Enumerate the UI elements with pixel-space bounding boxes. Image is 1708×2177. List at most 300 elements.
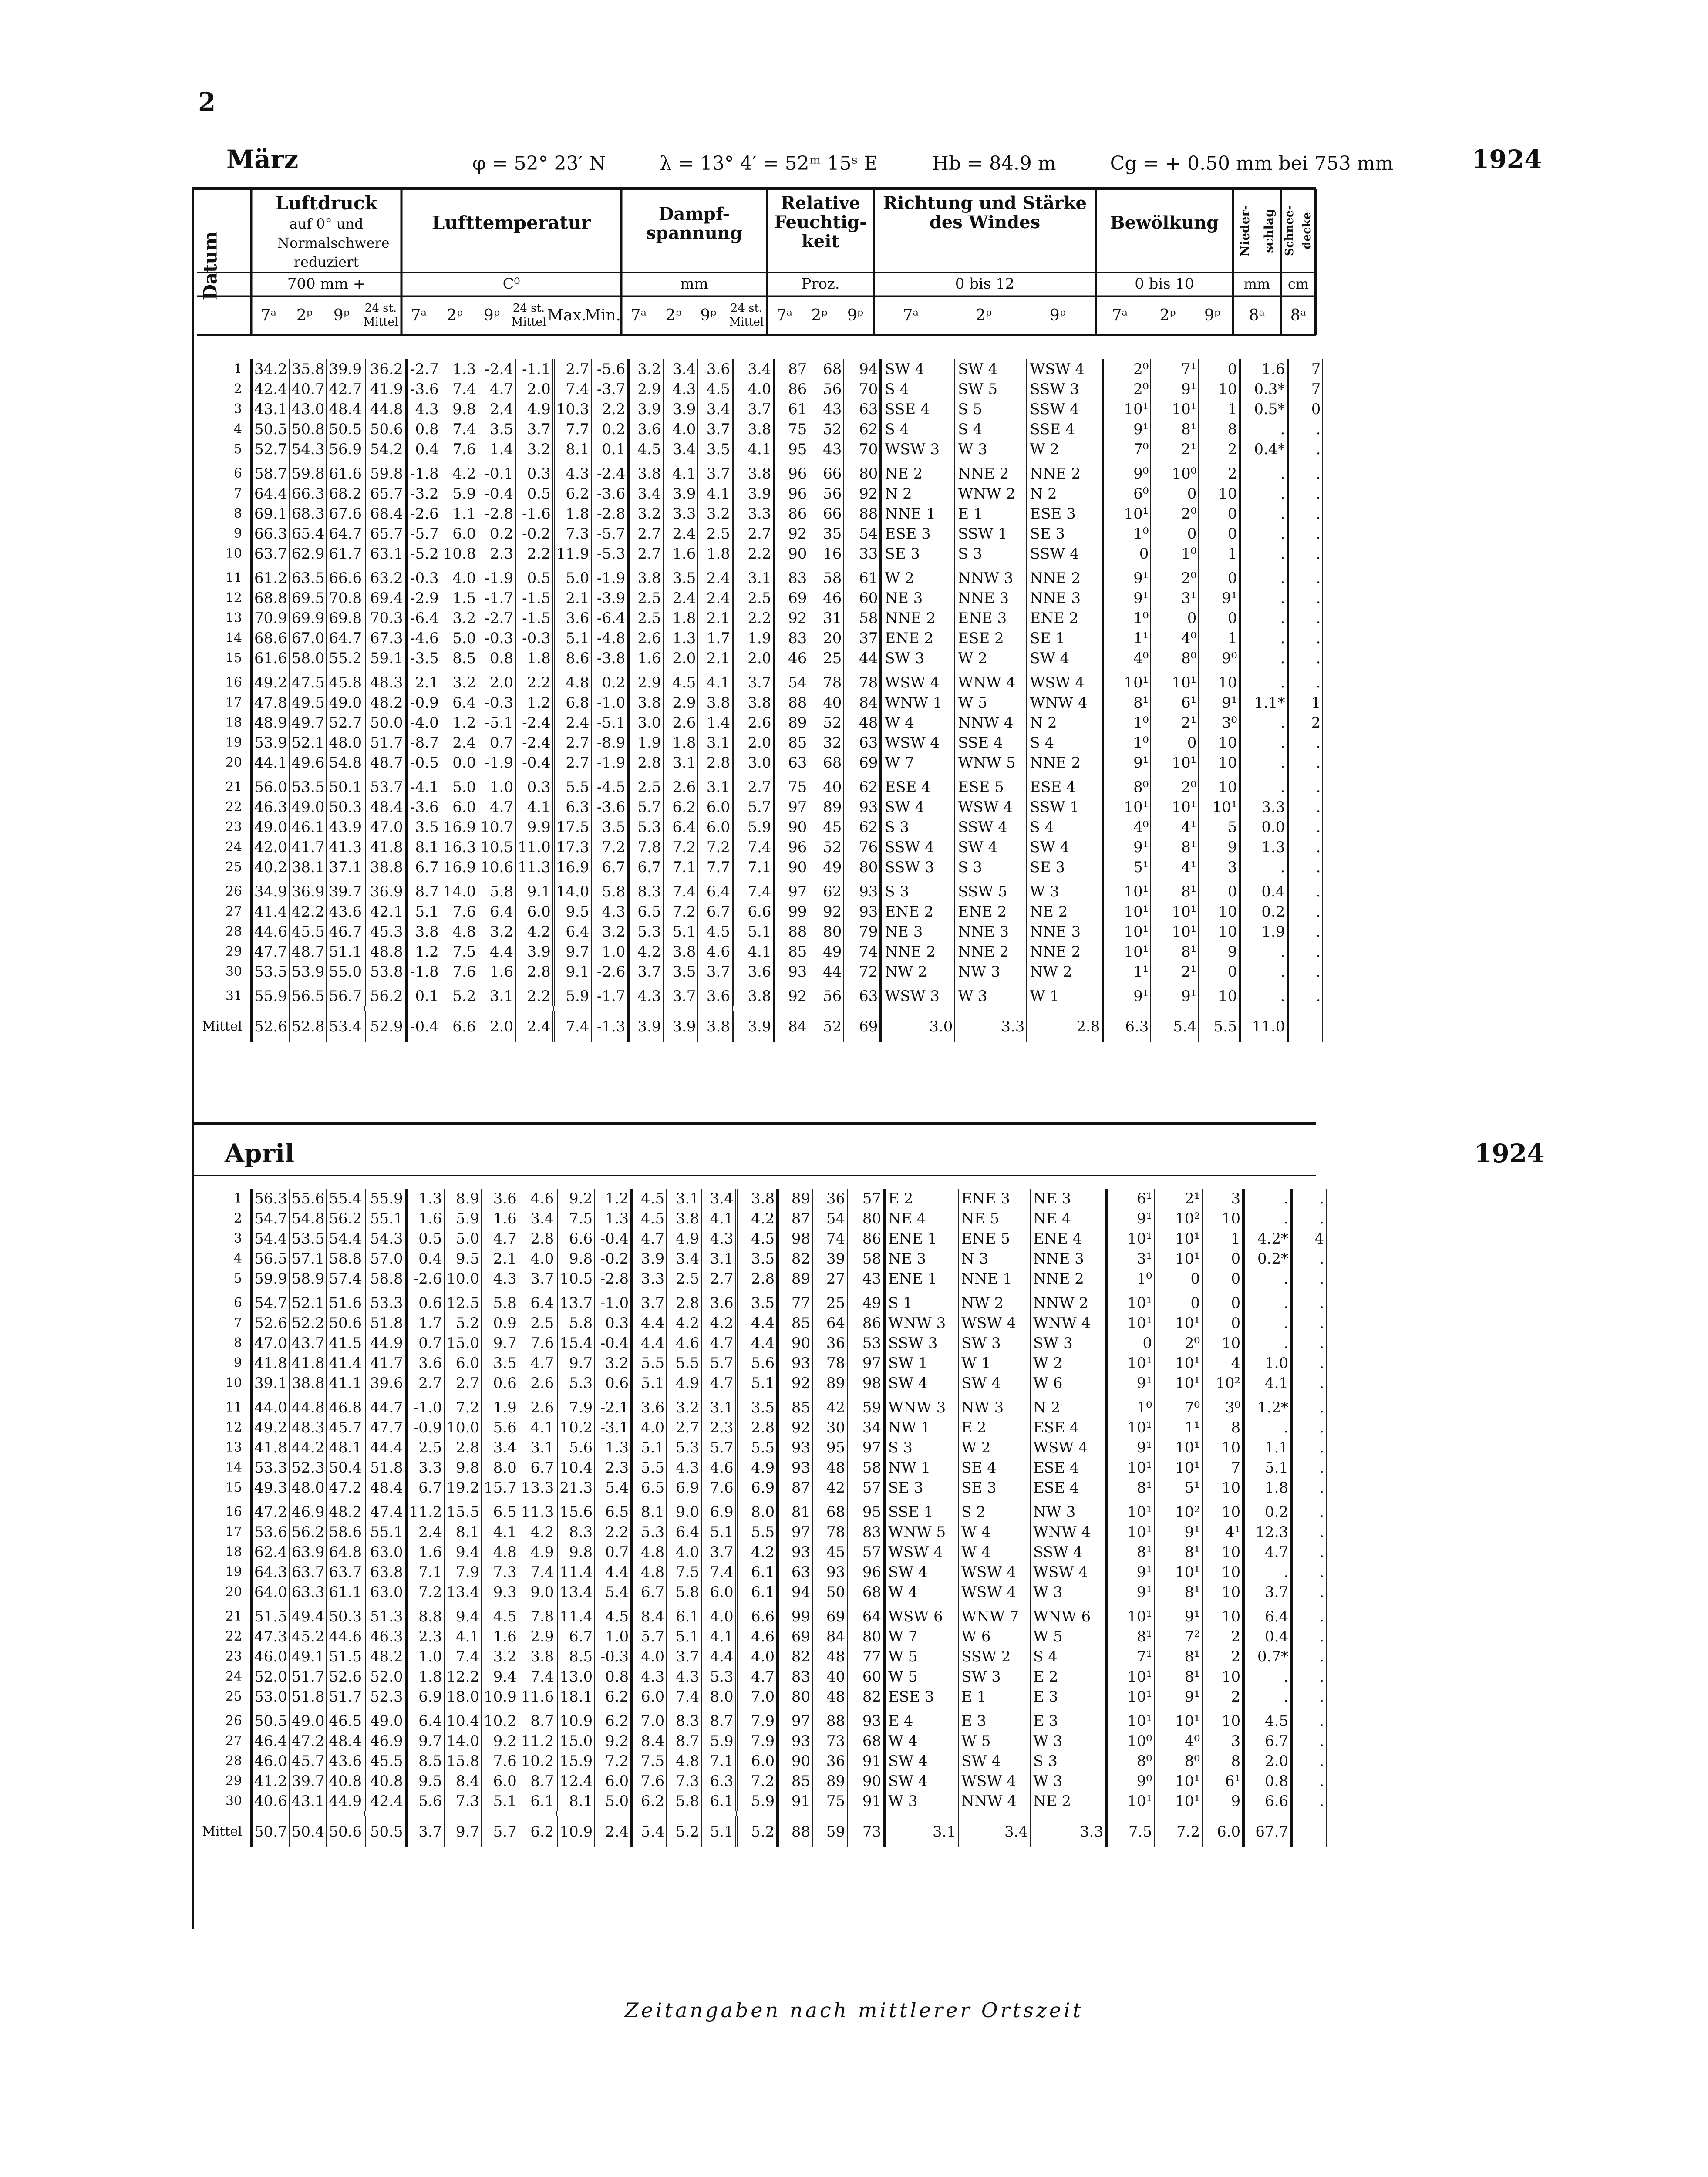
maerz-cell: 6.4: [478, 902, 515, 922]
april-cell: 48.0: [290, 1478, 327, 1498]
april-cell: 18.1: [557, 1687, 595, 1707]
april-cell: SW 3: [958, 1333, 1030, 1353]
april-cell: 54.8: [290, 1209, 327, 1229]
maerz-cell: 83: [774, 568, 809, 588]
april-cell: 36: [812, 1189, 847, 1209]
april-mittel-cell: Mittel: [197, 1816, 251, 1847]
col-label-10: 7ᵃ: [630, 307, 647, 324]
april-cell: 7.8: [519, 1607, 557, 1627]
maerz-cell: 54: [844, 524, 881, 544]
april-cell: 6.7: [1243, 1731, 1291, 1751]
maerz-cell: 7.3: [553, 524, 591, 544]
maerz-cell: 9.8: [441, 399, 478, 419]
maerz-cell: 48.2: [365, 693, 406, 713]
april-cell: 82: [778, 1249, 812, 1269]
table-row: [197, 882, 1323, 902]
maerz-cell: 10: [1199, 379, 1240, 399]
maerz-cell: NE 3: [881, 588, 955, 608]
april-cell: 4.5: [595, 1607, 632, 1627]
maerz-cell: 2⁰: [1151, 504, 1199, 524]
maerz-cell: -1.9: [591, 568, 628, 588]
maerz-cell: 8¹: [1151, 942, 1199, 962]
april-cell: 58: [847, 1249, 884, 1269]
april-cell: 4: [197, 1249, 251, 1269]
april-cell: .: [1291, 1189, 1326, 1209]
maerz-cell: 2.9: [663, 693, 698, 713]
maerz-cell: ENE 2: [881, 902, 955, 922]
maerz-cell: -4.6: [406, 628, 441, 648]
maerz-cell: NNE 2: [881, 942, 955, 962]
april-cell: 56.3: [251, 1189, 290, 1209]
maerz-cell: 3.5: [406, 817, 441, 837]
april-cell: 95: [812, 1438, 847, 1458]
maerz-cell: -1.5: [515, 608, 553, 628]
maerz-cell: 1.7: [698, 628, 733, 648]
maerz-cell: 12: [197, 588, 251, 608]
april-cell: 10¹: [1106, 1353, 1154, 1373]
maerz-cell: 43.1: [251, 399, 290, 419]
maerz-cell: 61.6: [327, 464, 364, 484]
maerz-cell: 7.5: [441, 942, 478, 962]
april-cell: 8⁰: [1154, 1751, 1202, 1771]
april-cell: 55.1: [365, 1209, 406, 1229]
table-row: [197, 817, 1323, 837]
maerz-cell: 10: [1199, 753, 1240, 773]
maerz-cell: 10¹: [1151, 399, 1199, 419]
maerz-cell: 75: [774, 419, 809, 439]
maerz-mittel-cell: 6.6: [441, 1011, 478, 1042]
maerz-cell: 59.8: [290, 464, 327, 484]
maerz-cell: ESE 2: [955, 628, 1027, 648]
maerz-cell: 2.7: [628, 544, 663, 564]
maerz-cell: 46.3: [251, 797, 290, 817]
maerz-cell: 4.8: [553, 673, 591, 693]
maerz-cell: -3.6: [591, 797, 628, 817]
april-cell: 5.0: [444, 1229, 482, 1249]
maerz-cell: 63.5: [290, 568, 327, 588]
maerz-cell: SW 4: [1027, 648, 1103, 668]
maerz-cell: 42.4: [251, 379, 290, 399]
april-cell: 93: [778, 1353, 812, 1373]
april-cell: .: [1291, 1502, 1326, 1522]
maerz-cell: SSE 4: [955, 733, 1027, 753]
header-rel: Relative Feuchtig-keit: [774, 193, 867, 252]
april-cell: 81: [778, 1502, 812, 1522]
april-cell: 58.8: [365, 1269, 406, 1289]
april-cell: NW 3: [958, 1398, 1030, 1418]
april-cell: 4.6: [667, 1333, 701, 1353]
maerz-cell: -0.3: [478, 628, 515, 648]
maerz-cell: 4.2: [628, 942, 663, 962]
maerz-cell: W 2: [881, 568, 955, 588]
april-cell: 2.8: [444, 1438, 482, 1458]
maerz-cell: 65.7: [365, 524, 406, 544]
april-cell: WSW 4: [1030, 1438, 1106, 1458]
maerz-cell: 2.6: [628, 628, 663, 648]
maerz-cell: 1⁰: [1103, 733, 1151, 753]
april-cell: 3.8: [736, 1189, 778, 1209]
maerz-cell: 7.6: [441, 439, 478, 459]
april-cell: 4.1: [701, 1627, 736, 1647]
maerz-cell: 2.0: [515, 379, 553, 399]
april-cell: 0.7: [406, 1333, 445, 1353]
maerz-cell: 40: [809, 777, 844, 797]
april-cell: 48: [812, 1647, 847, 1667]
april-cell: 15: [197, 1478, 251, 1498]
april-cell: 68: [847, 1731, 884, 1751]
maerz-cell: 88: [844, 504, 881, 524]
table-row: [197, 1458, 1326, 1478]
maerz-cell: 18: [197, 713, 251, 733]
maerz-cell: 6.2: [663, 797, 698, 817]
maerz-cell: 1.8: [698, 544, 733, 564]
april-mittel-cell: 3.3: [1030, 1816, 1106, 1847]
april-cell: 2.7: [444, 1373, 482, 1393]
april-cell: 4.5: [632, 1189, 667, 1209]
april-cell: 69: [778, 1627, 812, 1647]
maerz-cell: .: [1240, 608, 1288, 628]
maerz-cell: 4.0: [441, 568, 478, 588]
maerz-cell: 5.9: [733, 817, 774, 837]
table-row: [197, 1711, 1326, 1731]
april-cell: 9.8: [557, 1542, 595, 1562]
april-cell: 10²: [1154, 1502, 1202, 1522]
gravity-correction: Cg = + 0.50 mm bei 753 mm: [1110, 152, 1394, 175]
mittel-row: [197, 1011, 1323, 1042]
maerz-cell: 2.4: [663, 524, 698, 544]
maerz-cell: 67.6: [327, 504, 364, 524]
april-cell: 51.8: [290, 1687, 327, 1707]
april-cell: 14.0: [444, 1731, 482, 1751]
april-cell: SSW 2: [958, 1647, 1030, 1667]
april-cell: 6.0: [736, 1751, 778, 1771]
maerz-cell: 10¹: [1103, 922, 1151, 942]
maerz-cell: 2.0: [733, 648, 774, 668]
april-cell: 8: [1202, 1418, 1243, 1438]
april-cell: 3.6: [406, 1353, 445, 1373]
maerz-cell: 3.8: [733, 986, 774, 1006]
april-cell: 87: [778, 1209, 812, 1229]
maerz-cell: 44.6: [251, 922, 290, 942]
maerz-cell: 28: [197, 922, 251, 942]
maerz-cell: -1.5: [515, 588, 553, 608]
april-cell: 30: [812, 1418, 847, 1438]
april-cell: 89: [778, 1189, 812, 1209]
april-cell: 0: [1202, 1249, 1243, 1269]
april-cell: .: [1291, 1627, 1326, 1647]
maerz-cell: 7: [1288, 379, 1323, 399]
april-cell: 0: [1202, 1293, 1243, 1313]
maerz-cell: 1.0: [591, 942, 628, 962]
maerz-cell: NNE 3: [955, 922, 1027, 942]
maerz-cell: 3.6: [553, 608, 591, 628]
maerz-cell: 10: [1199, 733, 1240, 753]
table-row: [197, 1607, 1326, 1627]
maerz-cell: 45.8: [327, 673, 364, 693]
april-cell: 90: [778, 1751, 812, 1771]
maerz-cell: 8⁰: [1103, 777, 1151, 797]
maerz-cell: 7.6: [441, 902, 478, 922]
maerz-cell: 41.4: [251, 902, 290, 922]
maerz-cell: 3¹: [1151, 588, 1199, 608]
maerz-cell: 7.2: [591, 837, 628, 857]
maerz-mittel-cell: 11.0: [1240, 1011, 1288, 1042]
april-cell: 49.0: [365, 1711, 406, 1731]
maerz-cell: 4: [197, 419, 251, 439]
maerz-cell: 9¹: [1103, 753, 1151, 773]
april-cell: 11.4: [557, 1562, 595, 1582]
table-row: [197, 379, 1323, 399]
april-cell: 5.1: [667, 1627, 701, 1647]
april-cell: 89: [812, 1373, 847, 1393]
maerz-cell: 16.9: [441, 857, 478, 877]
april-cell: WNW 7: [958, 1607, 1030, 1627]
maerz-cell: 0: [1199, 962, 1240, 982]
april-cell: 51.5: [327, 1647, 364, 1667]
col-label-19: 9ᵖ: [1049, 307, 1066, 324]
maerz-cell: 43: [809, 439, 844, 459]
maerz-cell: 74: [844, 942, 881, 962]
maerz-cell: 0.3: [515, 777, 553, 797]
april-cell: SW 3: [958, 1667, 1030, 1687]
april-cell: 52.3: [290, 1458, 327, 1478]
april-cell: 39: [812, 1249, 847, 1269]
maerz-cell: 61.6: [251, 648, 290, 668]
april-cell: 15.0: [444, 1333, 482, 1353]
maerz-cell: .: [1288, 628, 1323, 648]
maerz-cell: 8.6: [553, 648, 591, 668]
maerz-cell: 93: [774, 962, 809, 982]
maerz-cell: -2.8: [591, 504, 628, 524]
maerz-cell: .: [1240, 857, 1288, 877]
april-cell: 2.3: [406, 1627, 445, 1647]
maerz-cell: 1: [1199, 628, 1240, 648]
maerz-cell: 54.2: [365, 439, 406, 459]
maerz-cell: -5.7: [406, 524, 441, 544]
april-cell: .: [1243, 1269, 1291, 1289]
maerz-cell: SW 5: [955, 379, 1027, 399]
maerz-cell: 1⁰: [1103, 608, 1151, 628]
april-cell: 0: [1202, 1313, 1243, 1333]
april-cell: 63: [778, 1562, 812, 1582]
maerz-cell: 2.4: [698, 588, 733, 608]
april-cell: 15.9: [557, 1751, 595, 1771]
maerz-cell: 89: [809, 797, 844, 817]
maerz-cell: WNW 4: [1027, 693, 1103, 713]
maerz-cell: 68: [809, 359, 844, 379]
april-cell: .: [1291, 1438, 1326, 1458]
april-cell: 2: [1202, 1687, 1243, 1707]
maerz-cell: 10¹: [1151, 753, 1199, 773]
maerz-cell: 10¹: [1103, 797, 1151, 817]
april-cell: 1⁰: [1106, 1269, 1154, 1289]
april-cell: 5.8: [667, 1582, 701, 1602]
maerz-cell: 52.7: [327, 713, 364, 733]
april-cell: 7.2: [595, 1751, 632, 1771]
maerz-cell: 8¹: [1151, 419, 1199, 439]
april-cell: 46.9: [365, 1731, 406, 1751]
april-cell: 5.8: [482, 1293, 519, 1313]
maerz-cell: SW 4: [881, 359, 955, 379]
april-cell: 13: [197, 1438, 251, 1458]
april-cell: 4.6: [736, 1627, 778, 1647]
maerz-cell: 5.1: [406, 902, 441, 922]
april-cell: 3.5: [736, 1249, 778, 1269]
maerz-cell: 3.5: [478, 419, 515, 439]
april-cell: 50.3: [327, 1607, 364, 1627]
april-cell: 8.5: [406, 1751, 445, 1771]
april-cell: 8.9: [444, 1189, 482, 1209]
maerz-cell: -3.6: [406, 797, 441, 817]
maerz-cell: 14: [197, 628, 251, 648]
maerz-cell: 3.8: [733, 419, 774, 439]
april-cell: 2⁰: [1154, 1333, 1202, 1353]
maerz-cell: 58: [809, 568, 844, 588]
maerz-cell: 44.8: [365, 399, 406, 419]
april-cell: 2.8: [667, 1293, 701, 1313]
maerz-cell: 9: [1199, 837, 1240, 857]
maerz-cell: .: [1288, 733, 1323, 753]
maerz-cell: 0: [1103, 544, 1151, 564]
april-cell: 2.7: [406, 1373, 445, 1393]
april-cell: 1¹: [1154, 1418, 1202, 1438]
april-cell: 4.3: [667, 1458, 701, 1478]
april-cell: ESE 4: [1030, 1478, 1106, 1498]
april-cell: 1.3: [406, 1189, 445, 1209]
maerz-cell: 7: [1288, 359, 1323, 379]
maerz-cell: 5.5: [553, 777, 591, 797]
april-cell: 10.9: [482, 1687, 519, 1707]
maerz-cell: 7.4: [553, 379, 591, 399]
maerz-cell: ENE 2: [1027, 608, 1103, 628]
maerz-cell: 16.3: [441, 837, 478, 857]
april-cell: SW 4: [958, 1751, 1030, 1771]
april-cell: 51.7: [327, 1687, 364, 1707]
maerz-cell: 1.9: [1240, 922, 1288, 942]
maerz-mittel-cell: -0.4: [406, 1011, 441, 1042]
maerz-cell: E 1: [955, 504, 1027, 524]
april-cell: 3.4: [519, 1209, 557, 1229]
april-cell: NE 4: [1030, 1209, 1106, 1229]
maerz-cell: 6.7: [406, 857, 441, 877]
maerz-cell: 1.0: [478, 777, 515, 797]
april-cell: 56.5: [251, 1249, 290, 1269]
maerz-cell: 90: [774, 817, 809, 837]
april-cell: W 2: [1030, 1353, 1106, 1373]
april-cell: 57: [847, 1542, 884, 1562]
april-cell: 64.3: [251, 1562, 290, 1582]
maerz-cell: 49: [809, 857, 844, 877]
april-cell: 8.5: [557, 1647, 595, 1667]
april-cell: 98: [778, 1229, 812, 1249]
april-cell: 10¹: [1106, 1711, 1154, 1731]
april-cell: 6.1: [667, 1607, 701, 1627]
april-cell: 4.4: [701, 1647, 736, 1667]
header-nied-unit: mm: [1243, 276, 1270, 292]
maerz-cell: 3.2: [591, 922, 628, 942]
april-cell: 57.1: [290, 1249, 327, 1269]
maerz-cell: -4.5: [591, 777, 628, 797]
maerz-cell: SW 3: [881, 648, 955, 668]
maerz-cell: 40: [809, 693, 844, 713]
maerz-cell: 80: [844, 857, 881, 877]
april-cell: 13.4: [557, 1582, 595, 1602]
maerz-cell: 1.5: [441, 588, 478, 608]
maerz-cell: 47.5: [290, 673, 327, 693]
maerz-cell: 0.1: [591, 439, 628, 459]
maerz-cell: 14.0: [441, 882, 478, 902]
maerz-cell: 10: [1199, 673, 1240, 693]
maerz-cell: 17.3: [553, 837, 591, 857]
april-cell: -0.2: [595, 1249, 632, 1269]
april-cell: 3.6: [701, 1293, 736, 1313]
header-datum: Datum: [199, 231, 221, 300]
april-mittel-cell: 50.7: [251, 1816, 290, 1847]
april-cell: -0.9: [406, 1418, 445, 1438]
april-cell: 0.8: [1243, 1771, 1291, 1791]
maerz-cell: 17: [197, 693, 251, 713]
maerz-mittel-cell: 69: [844, 1011, 881, 1042]
maerz-cell: -2.6: [406, 504, 441, 524]
maerz-cell: W 7: [881, 753, 955, 773]
maerz-cell: WSW 3: [881, 439, 955, 459]
april-cell: 10.0: [444, 1418, 482, 1438]
maerz-cell: 9¹: [1103, 419, 1151, 439]
april-cell: 5.6: [557, 1438, 595, 1458]
maerz-cell: 6.4: [663, 817, 698, 837]
maerz-cell: 20: [809, 628, 844, 648]
maerz-cell: S 5: [955, 399, 1027, 419]
maerz-cell: NNW 4: [955, 713, 1027, 733]
table-row: [197, 464, 1323, 484]
maerz-cell: 23: [197, 817, 251, 837]
maerz-cell: 52: [809, 713, 844, 733]
footer-note: Zeitangaben nach mittlerer Ortszeit: [624, 1998, 1084, 2022]
april-cell: 92: [778, 1418, 812, 1438]
april-cell: 3.3: [632, 1269, 667, 1289]
april-cell: NW 1: [884, 1418, 958, 1438]
maerz-cell: 84: [844, 693, 881, 713]
longitude: λ = 13° 4′ = 52ᵐ 15ˢ E: [660, 152, 878, 175]
april-cell: 6.5: [632, 1478, 667, 1498]
april-cell: 3.1: [701, 1398, 736, 1418]
maerz-cell: 5.1: [733, 922, 774, 942]
april-cell: 42: [812, 1398, 847, 1418]
maerz-cell: 55.2: [327, 648, 364, 668]
april-cell: NE 3: [884, 1249, 958, 1269]
maerz-cell: 48.7: [365, 753, 406, 773]
maerz-cell: 2.8: [515, 962, 553, 982]
april-cell: 39.1: [251, 1373, 290, 1393]
maerz-cell: 30: [197, 962, 251, 982]
april-cell: 68: [812, 1502, 847, 1522]
maerz-cell: 1.8: [663, 608, 698, 628]
april-cell: 48.2: [327, 1502, 364, 1522]
april-cell: ENE 3: [958, 1189, 1030, 1209]
maerz-cell: -0.2: [515, 524, 553, 544]
april-cell: 4.7: [482, 1229, 519, 1249]
april-cell: NNE 3: [1030, 1249, 1106, 1269]
data-sheet: [192, 187, 1561, 1929]
table-row: [197, 1647, 1326, 1667]
maerz-cell: 7.1: [663, 857, 698, 877]
maerz-cell: 4.5: [698, 922, 733, 942]
maerz-cell: W 2: [955, 648, 1027, 668]
april-cell: 2: [197, 1209, 251, 1229]
maerz-cell: 55.0: [327, 962, 364, 982]
april-cell: 15.4: [557, 1333, 595, 1353]
maerz-cell: 3.4: [663, 439, 698, 459]
